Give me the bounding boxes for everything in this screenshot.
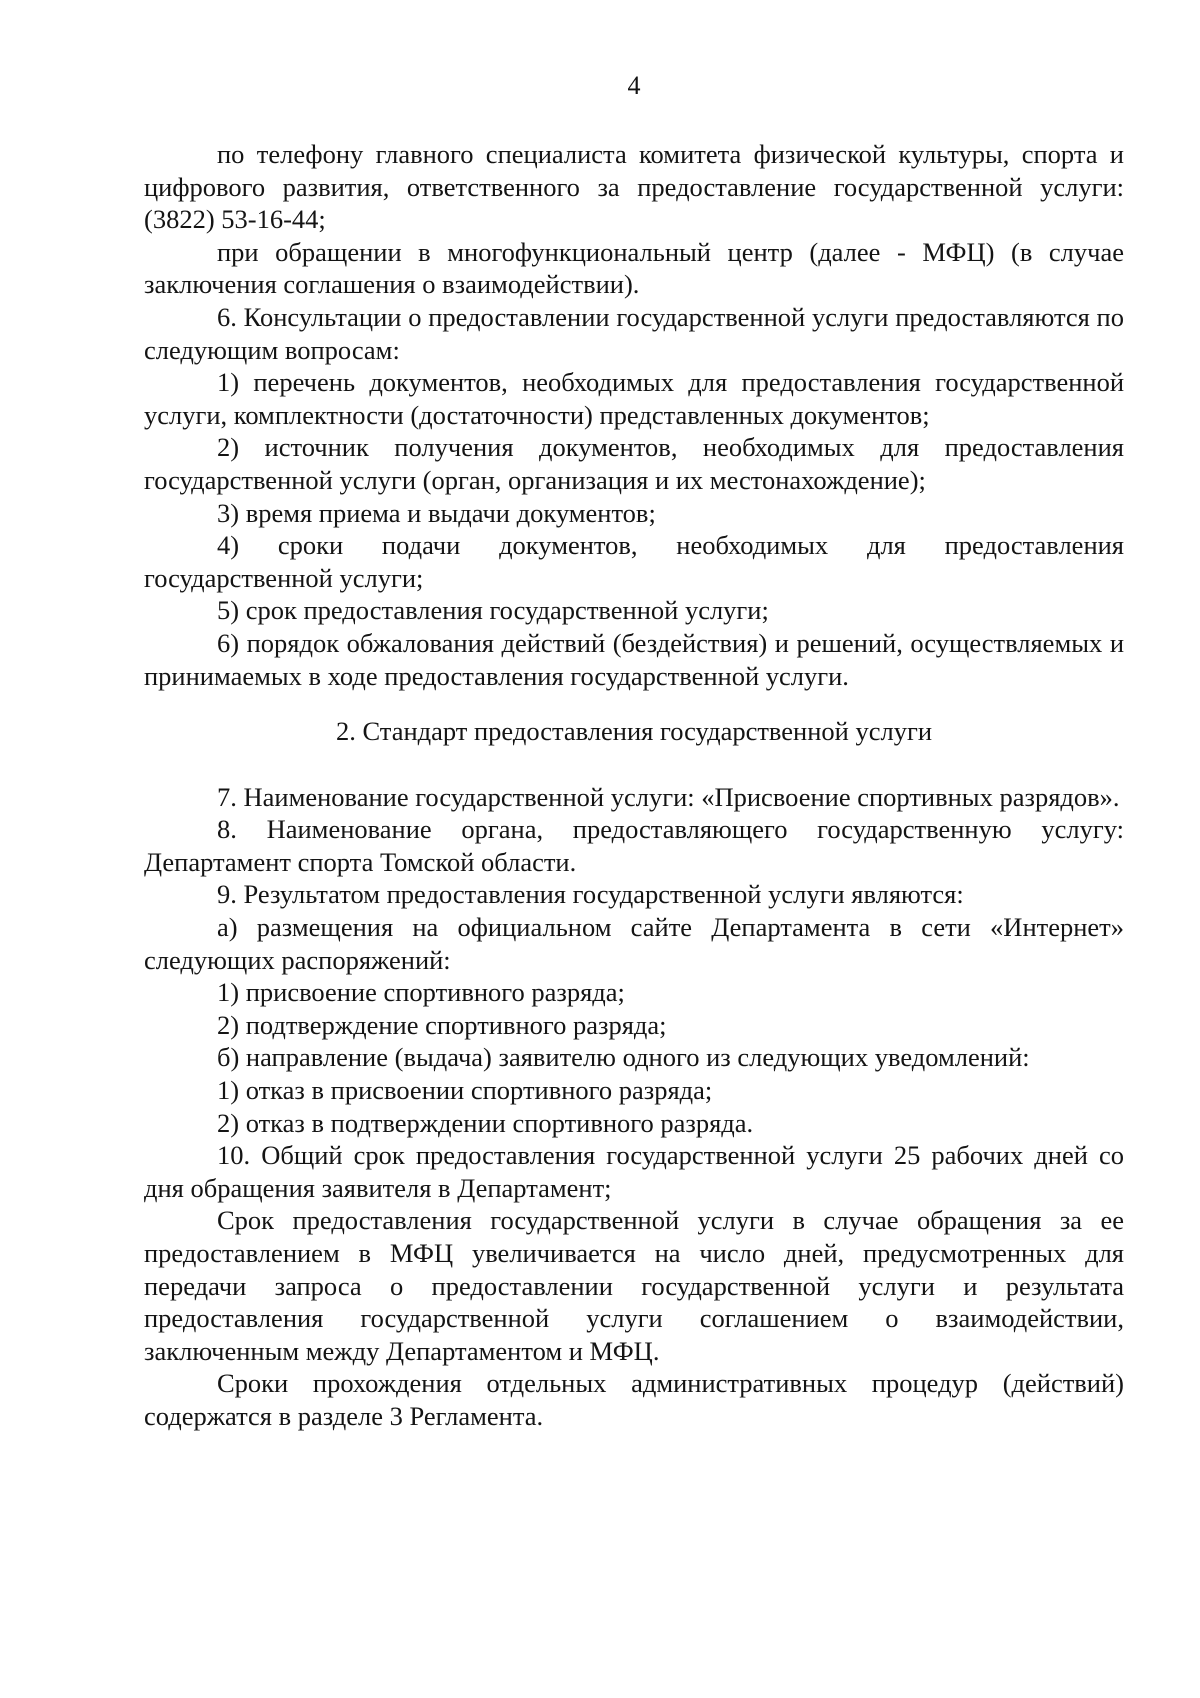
list-item: 1) присвоение спортивного разряда; <box>217 977 625 1008</box>
paragraph-mfc-term: Срок предоставления государственной услуги в случае обращения за ее предоставлением в МФЦ увеличивается на число дней, предусмотренных для передачи запроса о предоставлении государственной услуги и результата предоставления государственной услуги соглашением о взаимодействии, заключенным между Департаментом и МФЦ. <box>144 1205 1124 1366</box>
paragraph-item-10: 10. Общий срок предоставления государственной услуги 25 рабочих дней со дня обращения заявителя в Департамент; <box>144 1140 1124 1203</box>
paragraph-phone-contact: по телефону главного специалиста комитета физической культуры, спорта и цифрового развития, ответственного за предоставление государственной услуги: (3822) 53-16-44; <box>144 139 1124 235</box>
list-item: 6) порядок обжалования действий (бездействия) и решений, осуществляемых и принимаемых в ходе предоставления государственной услуги. <box>144 627 1124 691</box>
paragraph-item-8: 8. Наименование органа, предоставляющего государственную услугу: Департамент спорта Томской области. <box>144 814 1124 877</box>
paragraph-item-9: 9. Результатом предоставления государственной услуги являются: <box>217 879 964 910</box>
list-item: 2) подтверждение спортивного разряда; <box>217 1009 667 1040</box>
list-item: 4) сроки подачи документов, необходимых для предоставления государственной услуги; <box>144 530 1124 593</box>
list-item: 2) источник получения документов, необходимых для предоставления государственной услуги (орган, организация и их местонахождение); <box>144 432 1124 495</box>
list-item: 5) срок предоставления государственной услуги; <box>217 595 769 626</box>
paragraph-procedure-terms: Сроки прохождения отдельных административных процедур (действий) содержатся в разделе 3 Регламента. <box>144 1368 1124 1431</box>
page-number: 4 <box>627 71 641 100</box>
list-item: а) размещения на официальном сайте Департамента в сети «Интернет» следующих распоряжений: <box>144 912 1124 975</box>
paragraph-item-6: 6. Консультации о предоставлении государственной услуги предоставляются по следующим вопросам: <box>144 301 1124 365</box>
list-item: б) направление (выдача) заявителю одного из следующих уведомлений: <box>217 1042 1030 1073</box>
paragraph-mfc-contact: при обращении в многофункциональный центр (далее - МФЦ) (в случае заключения соглашения о взаимодействии). <box>144 236 1124 300</box>
list-item: 2) отказ в подтверждении спортивного разряда. <box>217 1107 754 1138</box>
list-item: 1) отказ в присвоении спортивного разряда; <box>217 1075 713 1106</box>
list-item: 1) перечень документов, необходимых для предоставления государственной услуги, комплектности (достаточности) представленных документов; <box>144 367 1124 430</box>
list-item: 3) время приема и выдачи документов; <box>217 497 656 528</box>
section-heading: 2. Стандарт предоставления государственной услуги <box>335 716 933 747</box>
document-body <box>144 138 1124 1433</box>
paragraph-item-7: 7. Наименование государственной услуги: «Присвоение спортивных разрядов». <box>217 781 1120 812</box>
